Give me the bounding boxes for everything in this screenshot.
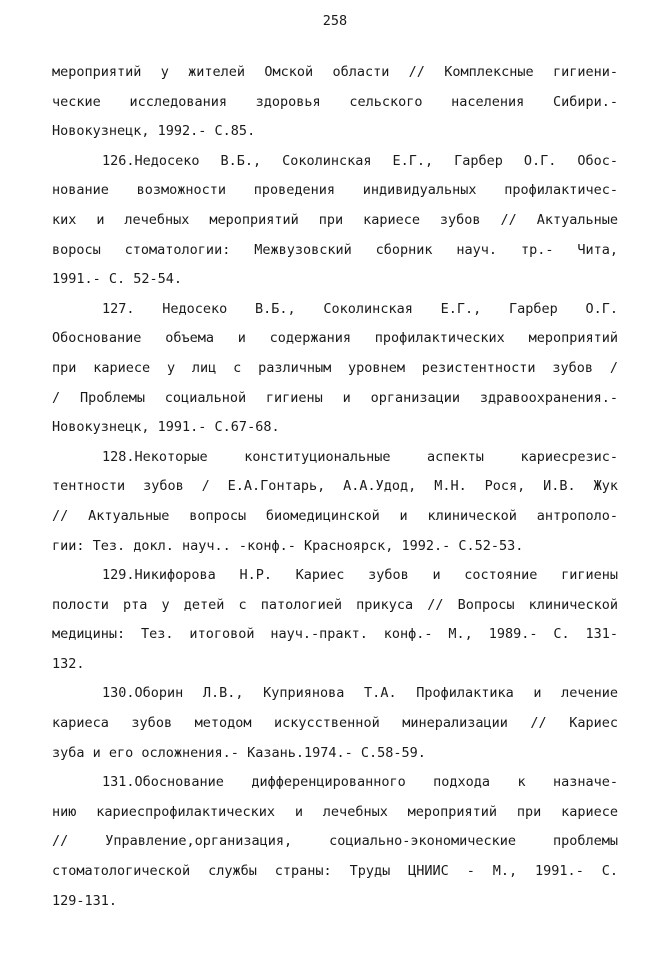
text-line: 128.Некоторые конституциональные аспекты кариесрезис- xyxy=(102,448,618,465)
text-line: ческие исследования здоровья сельского населения Сибири.- xyxy=(52,93,618,110)
text-line: мероприятий у жителей Омской области // Комплексные гигиени- xyxy=(52,64,618,80)
text-line: Новокузнецк, 1991.- С.67-68. xyxy=(52,419,280,436)
page-number: 258 xyxy=(322,13,348,29)
text-line: Новокузнецк, 1992.- С.85. xyxy=(52,123,256,140)
text-line: нование возможности проведения индивидуальных профилактичес- xyxy=(52,182,618,199)
text-line: тентности зубов / Е.А.Гонтарь, А.А.Удод, М.Н. Рося, И.В. Жук xyxy=(52,478,618,495)
text-line: / Проблемы социальной гигиены и организации здравоохранения.- xyxy=(52,389,618,406)
text-line: нию кариеспрофилактических и лечебных мероприятий при кариесе xyxy=(52,803,618,820)
text-line: Обоснование объема и содержания профилактических мероприятий xyxy=(52,330,618,347)
text-line: 129.Никифорова Н.Р. Кариес зубов и состояние гигиены xyxy=(102,567,618,584)
text-line: // Управление,организация, социально-экономические проблемы xyxy=(52,833,618,850)
text-line: 132. xyxy=(52,655,85,672)
text-line: полости рта у детей с патологией прикуса // Вопросы клинической xyxy=(52,596,618,613)
text-line: ких и лечебных мероприятий при кариесе зубов // Актуальные xyxy=(52,211,618,228)
text-line: гии: Тез. докл. науч.. -конф.- Красноярск, 1992.- С.52-53. xyxy=(52,537,524,554)
text-line: 1991.- С. 52-54. xyxy=(52,271,183,288)
text-line: воросы стоматологии: Межвузовский сборник науч. тр.- Чита, xyxy=(52,241,618,258)
text-line: 129-131. xyxy=(52,892,118,909)
text-line: зуба и его осложнения.- Казань.1974.- С.58-59. xyxy=(52,744,426,761)
text-line: при кариесе у лиц с различным уровнем резистентности зубов / xyxy=(52,359,618,376)
text-line: стоматологической службы страны: Труды ЦНИИС - М., 1991.- С. xyxy=(52,863,618,880)
text-line: кариеса зубов методом искусственной минерализации // Кариес xyxy=(52,715,618,732)
text-line: 130.Оборин Л.В., Куприянова Т.А. Профилактика и лечение xyxy=(102,685,618,702)
text-line: // Актуальные вопросы биомедицинской и клинической антрополо- xyxy=(52,507,618,524)
text-line: 131.Обоснование дифференцированного подхода к назначе- xyxy=(102,774,618,791)
text-line: 126.Недосеко В.Б., Соколинская Е.Г., Гарбер О.Г. Обос- xyxy=(102,152,618,169)
text-line: медицины: Тез. итоговой науч.-практ. конф.- М., 1989.- С. 131- xyxy=(52,626,618,643)
text-line: 127. Недосеко В.Б., Соколинская Е.Г., Гарбер О.Г. xyxy=(102,300,618,317)
bibliography-text xyxy=(52,58,618,916)
